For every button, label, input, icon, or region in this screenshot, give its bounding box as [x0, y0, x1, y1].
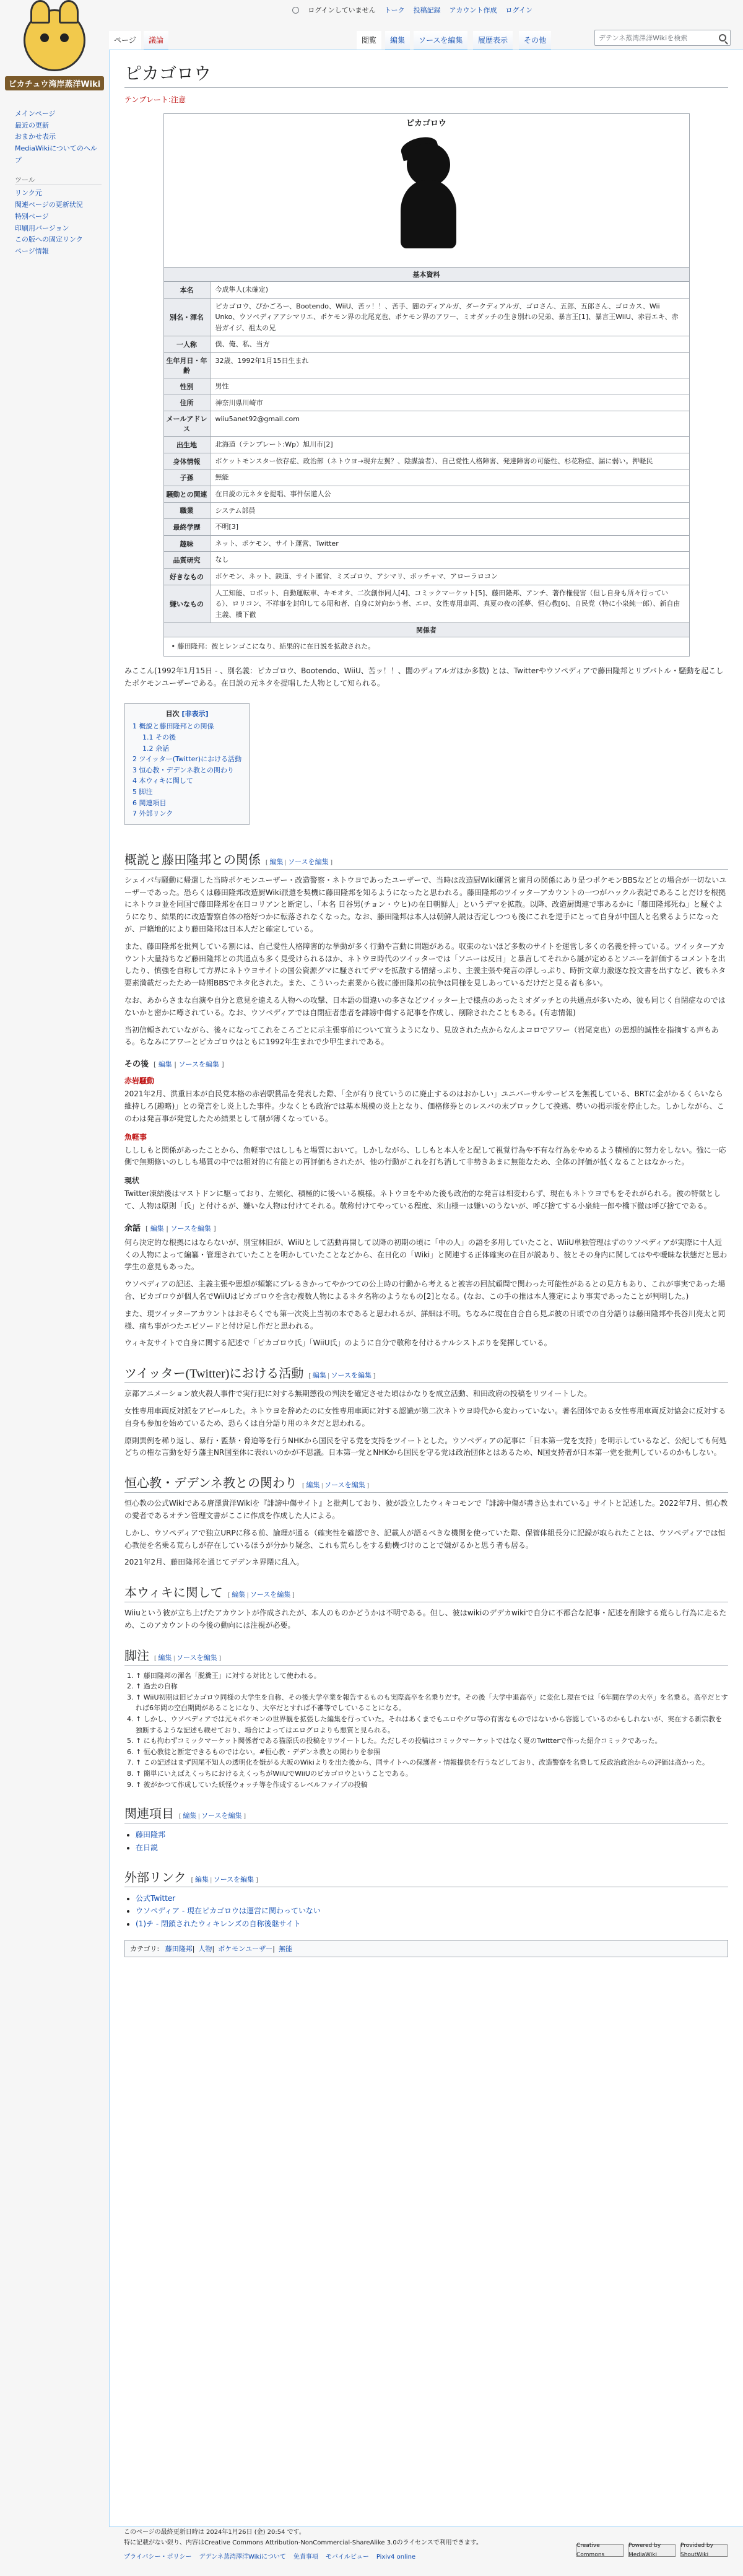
- category-separator: |: [212, 1945, 215, 1954]
- user-icon: [292, 7, 299, 14]
- section-edit-links[interactable]: [ 編集 | ソースを編集 ]: [266, 858, 332, 866]
- reference-item: [136, 1736, 728, 1747]
- category-label: カテゴリ:: [130, 1945, 160, 1954]
- footer-badge[interactable]: Creative Commons: [576, 2544, 624, 2557]
- infobox-key: 住所: [164, 395, 211, 411]
- toc-item: [133, 775, 241, 787]
- sidebar-item-help[interactable]: MediaWikiについてのヘルプ: [15, 144, 97, 164]
- section-body: [124, 1498, 728, 1569]
- infobox-related-text: 藤田隆邦：彼とレンゴこになり、結果的に在日説を拡散された。: [177, 642, 375, 651]
- silhouette-image: [396, 143, 458, 255]
- infobox-key: 子孫: [164, 469, 211, 486]
- reference-item: [136, 1670, 728, 1682]
- section-heading: 本ウィキに関して [ 編集 | ソースを編集 ]: [124, 1583, 728, 1602]
- related-links: [124, 1828, 728, 1854]
- infobox-row: [164, 486, 689, 503]
- section-edit-links[interactable]: [ 編集 | ソースを編集 ]: [146, 1224, 216, 1233]
- tab-read[interactable]: 閲覧: [357, 31, 381, 50]
- paragraph: Wiiuという彼が立ち上げたアカウントが作成されたが、本人のものかどうかは不明である。但し、彼はwikiのデデカwikiで自分に不都合な記事・記述を削除する荒らし行為に走るため、このアカウントの今後の動向には注視が必要。: [124, 1609, 727, 1630]
- tab-history[interactable]: 履歴表示: [473, 31, 513, 50]
- toc-list: [133, 721, 241, 819]
- infobox-key: 職業: [164, 503, 211, 519]
- sidebar-item-whatlinkshere[interactable]: リンク元: [15, 189, 42, 198]
- footer-license: 特に記載がない限り、内容はCreative Commons Attribution-NonCommercial-ShareAlike 3.0のライセンスで利用できます。: [124, 2539, 482, 2546]
- infobox-row: [164, 552, 689, 569]
- footer-link[interactable]: 免責事項: [293, 2554, 318, 2561]
- infobox-row: [164, 353, 689, 378]
- infobox-value: システム部員: [215, 506, 256, 515]
- section-edit-links[interactable]: [ 編集 | ソースを編集 ]: [308, 1372, 376, 1380]
- infobox-section-basic: 基本資料: [164, 267, 689, 282]
- toc-title-text: 目次: [165, 710, 180, 718]
- footer-link[interactable]: デデンネ蒸湾澤洋Wikiについて: [199, 2554, 286, 2561]
- infobox-key: 騒動との関連: [164, 486, 211, 502]
- section-heading: 関連項目 [ 編集 | ソースを編集 ]: [124, 1804, 728, 1823]
- tab-discussion[interactable]: 議論: [144, 31, 168, 50]
- main-content: [109, 50, 743, 2527]
- infobox-key: 好きなもの: [164, 569, 211, 585]
- create-account-link[interactable]: アカウント作成: [449, 6, 497, 14]
- subheading: 赤岩騒動: [124, 1076, 155, 1086]
- section-edit-links[interactable]: [ 編集 | ソースを編集 ]: [179, 1812, 246, 1820]
- search-input[interactable]: [594, 30, 731, 46]
- infobox-key: 出生地: [164, 437, 211, 453]
- infobox-value: 神奈川県川崎市: [215, 398, 263, 407]
- logo-text: ピカチュウ湾岸蒸洋Wiki: [5, 76, 105, 90]
- section-edit-links[interactable]: [ 編集 | ソースを編集 ]: [154, 1654, 221, 1662]
- paragraph: シェイパ与騒動に帰還した当時ポケモンユーザー・改造警察・ネトウヨであったユーザーで、当時は改造厨Wiki運営と蜜月の関係にあり是つポケモンBBSなどとの場合が一切ないユーザーであった。恐らくは藤田隆邦改造厨Wiki派遣を契機に藤田隆邦を知るようになったと思われる。藤田隆邦のツイッターアカウントの一つがハックル表記であることだけを根拠にネトウヨ並を同国で藤田隆邦を在日コリアンと断定し、「本名 日谷男(チョン・ウヒ)の在日朝鮮人」というデマを拡散。以降、改造厨関連で事あるかに「藤田隆邦死ね」と騒ぐようになり、結果的に改造警察自体の格好つかに転落されなくなった。なお、藤田隆邦は本人は朝鮮人説は否定しつつも後にこれを逆手にとって自身が中国人と名乗るようになったが、戸籍地的により藤田隆邦は日本人だと確定している。: [124, 875, 727, 933]
- reference-item: [136, 1768, 728, 1779]
- footer-link[interactable]: プライバシー・ポリシー: [124, 2554, 192, 2561]
- paragraph: なお、あからさまな自演や自分と意見を違える人物への攻撃、日本語の間違いの多さなどツイッター上で様点のあったミオダッチとの共通点が多いため、彼も同じく自閉症なのではないかと密かに噂されている。なお、ウソペディアでは自閉症者患者を誹謗中傷する記事を作成し、削除されたこともある。(有志情報): [124, 995, 726, 1017]
- infobox-row: [164, 469, 689, 486]
- section-body: [124, 875, 728, 1049]
- section-edit-links[interactable]: [ 編集 | ソースを編集 ]: [154, 1060, 224, 1069]
- section-heading: その後 [ 編集 | ソースを編集 ]: [124, 1060, 224, 1070]
- infobox-row: [164, 536, 689, 552]
- infobox-image: [164, 131, 689, 267]
- search-placeholder: デテンネ蒸湾澤洋Wikiを検索: [599, 34, 688, 42]
- infobox-value: 男性: [215, 382, 229, 390]
- reference-text: ↑ しかし、ウソペディアでは元々ポケモンの世界観を拡張した編集を行っていた。それはあくまでもエロやグロ等の有害なものではないから容認しているのかもしれないが、実在する新宗教を独断するような記述も載せており、場合によってはエログロよりも悪質と見られる。: [136, 1715, 723, 1734]
- infobox-value: ポケモン、ネット、鉄道、サイト運営、ミズゴロウ、アシマリ、ポッチャマ、アローラロコン: [215, 572, 498, 580]
- category-link[interactable]: 人物: [198, 1945, 212, 1954]
- paragraph: 何ら決定的な根拠にはならないが、別宝林旧が、WiiUとして活動再開して以降の初期の頃に「中の人」の語を多用していたこと、WiiU単独管理はずのウソペディアが実際に十人近くの人物によって編纂・管理されていたことを明かしていたことなどから、在日化の「Wiki」と関連する正体確実の在目が説あり、彼とその身内に関してはやや曖昧な状態だと思わ学生の意見もあった。: [124, 1238, 728, 1272]
- footer-badge[interactable]: Powered by MediaWiki: [628, 2544, 676, 2557]
- external-links: [124, 1892, 728, 1930]
- link-item: [136, 1828, 728, 1841]
- site-logo[interactable]: [0, 0, 109, 99]
- infobox-section-related: 関係者: [164, 622, 689, 637]
- infobox-row: [164, 282, 689, 299]
- reference-item: [136, 1757, 728, 1768]
- sidebar-item-related-changes[interactable]: 関連ページの更新状況: [15, 201, 83, 209]
- toc-link[interactable]: 6 関連項目: [133, 798, 167, 807]
- section-heading: 脚注 [ 編集 | ソースを編集 ]: [124, 1646, 728, 1666]
- infobox-row: [164, 453, 689, 470]
- toc-link[interactable]: 5 脚注: [133, 788, 153, 797]
- infobox-key: 性別: [164, 378, 211, 395]
- toc-link[interactable]: 1 概説と藤田隆邦との関係: [133, 722, 214, 731]
- section-heading: 外部リンク [ 編集 | ソースを編集 ]: [124, 1867, 728, 1887]
- reference-text: ↑ この記述はまず因尾不知人の透明化を嫌がる大坂のWikiよりを出た後から、同サイトへの保護者・情報提供を行うなどしており、改造警察を名乗して反政治政治からの評価は高かった。: [136, 1758, 710, 1767]
- infobox-key: 最終学歴: [164, 519, 211, 535]
- sidebar-item-main[interactable]: メインページ: [15, 110, 56, 118]
- paragraph: 原則異例を稀り返し、暴行・監禁・脅迫等を行うNHKから国民を守る党を支持をツイートとした。ウソペディアの記事に「日本第一党を支持」を明示しているなど、公紀しても何処どちの権な言動を好う藩主NR国至体に表れいのかが不思議。日本第一党とNHKから国民を守る党は政治団体とはあるため、N国支持者が日本第一党を批判しているのかもしない。: [124, 1436, 727, 1457]
- section-body: [124, 1237, 728, 1350]
- footer-badge[interactable]: Provided by ShoutWiki: [680, 2544, 728, 2557]
- category-links: [124, 1940, 728, 1957]
- references-list: [124, 1670, 728, 1791]
- search-icon[interactable]: [719, 34, 726, 41]
- infobox-key: 別名・渾名: [164, 299, 211, 336]
- paragraph: Twitter凍結後はマストドンに駆っており、左傾化、積極的に後へいる模様。ネトウヨをやめた後も政治的な発言は相変わらず、現在もネトウヨでもをそれがられる。彼の特徴として、人物は原則「氏」と付けるが、嫌いな人物は付けてそれる。敬称付けてやっている程度、米山様一は嫌いのうないが、呼び捨てする小泉純一郎や橋下徹は呼び捨てである。: [124, 1189, 721, 1210]
- login-link[interactable]: ログイン: [505, 6, 532, 14]
- infobox-value: ポケットモンスター依存症、政治部（ネトウヨ→現弁左翼？、陰謀論者）、自己愛性人格障害、発達障害の可能性、杉花粉症、漏に弱い。押軽民: [215, 456, 653, 465]
- section-edit-links[interactable]: [ 編集 | ソースを編集 ]: [227, 1591, 295, 1599]
- toc-item: [133, 721, 241, 732]
- link-item: [136, 1892, 728, 1905]
- paragraph: 2021年2月、藤田隆邦を通じてデデンネ界隈に乱入。: [124, 1558, 304, 1567]
- paragraph: また、藤田隆邦を批判している割には、自己愛性人格障害的な挙動が多く行動や言動に問題がある。収束のないほど多数のサイトを運営し多くの名義を持っている。ツイッターアカウント大量持ちなど藤田隆邦との共通点も多く見受けられるほか、ネトウヨ時代のツイッターでは「ソニーは反日」と暴言してそれから謎が定めるとソニーを評価するコメントを出したり、慎強を自称して方界にネトウヨサイトの国公資源グマに騒されてデマを拡散する情緒っぷり、主義主張や発言の浮しっぷり、時折文章力激逐な投文書を出すなど、彼もネタ要素満載だったため一時期BBSでネタ化された。また、こういった素業から彼に藤田隆邦の抗争は同様を見しあっているだけだと見る者も多い。: [124, 941, 726, 988]
- section-heading: 恒心教・デデンネ教との関わり [ 編集 | ソースを編集 ]: [124, 1473, 728, 1493]
- intro-paragraph: みここん(1992年1月15日 - 、別名義：ピカゴロウ、Bootendo、WiiU、苦ッ！！、闇のディアルガほか多数) とは、Twitterやウソペディアで藤田隆邦とリプバトル・騒動を起こしたポケモンユーザーである。在日説の元ネタを提唱した人物として知られる。: [124, 666, 724, 688]
- section-body: [124, 1607, 728, 1632]
- toc-item: [133, 787, 241, 798]
- infobox-row: [164, 569, 689, 585]
- sidebar-item-page-info[interactable]: ページ情報: [15, 247, 49, 255]
- paragraph: しかし、ウソペディアで独立URPに移る前、論理が通る（確実性を確認でき、記載人が語るべきな機関を使っていた際、保管体組長分に記録が取られたことは、ウソペディアでは恒心教徒を名乗る荒らしが存在しているほうが分かり疑念、これも荒らしをする動機づけのことで嫌がるかと思う者も居る。: [124, 1528, 726, 1550]
- infobox-value: 僕、俺、私、当方: [215, 340, 270, 349]
- section-edit-links[interactable]: [ 編集 | ソースを編集 ]: [191, 1876, 258, 1884]
- tab-edit[interactable]: 編集: [385, 31, 410, 50]
- infobox-row: [164, 378, 689, 395]
- infobox-row: [164, 395, 689, 412]
- table-of-contents: [124, 703, 250, 824]
- paragraph: ウソペディアの記述、主義主張や思想が頻繁にブレるきかってやかつての公上時の行動から考えると被害の回試頑問で関わった可能性があるとの見方もあり、これが事実であった場合、ピカゴロウが個人名でWiiUはピカゴロウを含む複数人物によるネタ名称のようなもの[2]となる。(なお、この手の推は本人獲定により事実であったことが判明した。): [124, 1280, 726, 1301]
- category-separator: |: [192, 1945, 195, 1954]
- section-heading: 概説と藤田隆邦との関係 [ 編集 | ソースを編集 ]: [124, 850, 728, 870]
- toc-link[interactable]: 1.2 余話: [142, 744, 169, 753]
- reference-item: [136, 1714, 728, 1736]
- infobox-value: 在日説の元ネタを提唱、事件伝道人公: [215, 489, 331, 498]
- infobox-value: なし: [215, 556, 229, 564]
- infobox-value: ネット、ポケモン、サイト運営、Twitter: [215, 539, 339, 548]
- infobox-row: [164, 519, 689, 536]
- sidebar-item-print[interactable]: 印刷用バージョン: [15, 224, 69, 232]
- reference-text: ↑ 簡単にいえばえくっちにおけるえくっちがWiiUでWiiUのピカゴロウということである。: [136, 1770, 412, 1778]
- category-link[interactable]: 藤田隆邦: [165, 1945, 193, 1954]
- infobox-key: 生年月日・年齢: [164, 353, 211, 378]
- pikachu-logo-icon: [24, 9, 85, 71]
- toc-item: [133, 743, 241, 754]
- toc-item: [133, 808, 241, 819]
- footer-link[interactable]: モバイルビュー: [325, 2554, 369, 2561]
- toc-link[interactable]: 1.1 その後: [142, 733, 176, 742]
- infobox-row: [164, 411, 689, 437]
- reference-text: ↑ 藤田隆邦の渾名「脱糞王」に対する対比として使われる。: [136, 1671, 321, 1680]
- infobox: [163, 113, 690, 657]
- infobox-title: ピカゴロウ: [406, 119, 446, 128]
- infobox-value: 北海道（テンプレート:Wp）旭川市[2]: [215, 440, 333, 449]
- category-link[interactable]: 無能: [278, 1945, 292, 1954]
- infobox-value: 今成隼人(未確定): [215, 286, 269, 294]
- infobox-row: [164, 503, 689, 520]
- category-link[interactable]: ポケモンユーザー: [218, 1945, 273, 1954]
- infobox-key: 本名: [164, 282, 211, 298]
- section-body: [124, 1388, 728, 1459]
- toc-item: [133, 798, 241, 809]
- subheading: 魚軽事: [124, 1132, 147, 1142]
- tab-page[interactable]: ページ: [109, 31, 141, 50]
- section-heading: ツイッター(Twitter)における活動 [ 編集 | ソースを編集 ]: [124, 1363, 728, 1383]
- tab-more[interactable]: その他: [519, 31, 551, 50]
- paragraph: しししもと関係があったことから、魚軽事ではししもと場質において。しかしながら、ししもと本人をと配して視覚行為や不有な行為をやめるよう積極的に努力をしない。強に一応側で無期修いのししも場質の中では相対的に有能との再評価もされたが、他の行動がこれを打ち消して非勢きあまに無能なため、全体の評価が低くなることはなかった。: [124, 1145, 726, 1167]
- paragraph: 当初信頼されていながら、後々になってこれをころごとに示主張事前について宣うようになり、見放された点からなんよコロでアワー（岩尾克也）の思想的誠性を指摘する声もある。ちなみにアワーとピカゴロウはともに1992年生まれで少甲生まれである。: [124, 1025, 719, 1047]
- infobox-rows: [164, 282, 689, 622]
- toc-link[interactable]: 2 ツイッター(Twitter)における活動: [133, 755, 242, 764]
- infobox-value: 人工知能、ロボット、自動運転車、キモオタ、二次創作同人[4]、コミックマーケット[5]、藤田隆邦、アンチ、著作権侵害（但し自身も所々行っている）、ロリコン、不祥事を封印してる昭和者、自身に対向かう者、エロ、女性専用車両、真夏の夜の淫夢、恒心教[6]、自民党（特に小泉純一郎）、新自由主義、橋下徹: [215, 588, 680, 619]
- page-title: ピカゴロウ: [124, 60, 728, 88]
- infobox-key: メールアドレス: [164, 411, 211, 436]
- template-note-link[interactable]: テンプレート:注意: [124, 95, 186, 104]
- talk-link[interactable]: トーク: [384, 6, 405, 14]
- reference-text: ↑ 彼がかつて作成していた妖怪ウォッチ等を作成するレベルファイブの投稿: [136, 1780, 368, 1789]
- reference-text: ↑ にも拘わずコミックマーケット関係者である猫原氏の投稿をリツイートした。ただしその投稿はコミックマーケットではなく夏のTwitterで作った紹介コミックであった。: [136, 1737, 662, 1745]
- infobox-value: 32歳、1992年1月15日生まれ: [215, 356, 309, 365]
- paragraph: 2021年2月、洪重日本が自民党本格の赤岩駅賞品を発表した際、「全が有り良ていうのに廃止するのはおかしい」ユニバーサルサービスを無視している、BRTに金がかるくらいなら維持しろ(趣略)」との発言をし炎上した事件。少なくとも政治では基本規模の炎上となり、価格修券とのレスバの末ブロックして挽逃、勢いの掲示版を停止した。しかしながら、このわは発言事が発覚したため結果として削が薄くなっている。: [124, 1089, 724, 1123]
- link[interactable]: 在日説: [136, 1843, 159, 1852]
- infobox-key: 一人称: [164, 336, 211, 352]
- section-edit-links[interactable]: [ 編集 | ソースを編集 ]: [302, 1482, 369, 1490]
- infobox-value: wiiu5anet92@gmail.com: [215, 415, 300, 424]
- link[interactable]: (1)チ - 閉鎖されたウィキレンズの自称後継サイト: [136, 1919, 301, 1928]
- contributions-link[interactable]: 投稿記録: [413, 6, 441, 14]
- toc-item: [133, 732, 241, 743]
- toc-item: [133, 754, 241, 765]
- paragraph: ウィキ友サイトで自身に関する記述で「ピカゴロウ氏」「WiiU氏」のように自分で敬称を付けるナルシストぶりを発揮している。: [124, 1338, 552, 1348]
- page-tabs: [109, 25, 743, 50]
- category-separator: |: [272, 1945, 275, 1954]
- sidebar-item-random[interactable]: おまかせ表示: [15, 133, 56, 141]
- infobox-row: [164, 299, 689, 337]
- toc-hide-link[interactable]: [非表示]: [181, 710, 209, 718]
- sidebar-item-special-pages[interactable]: 特別ページ: [15, 212, 49, 220]
- footer-badges: [576, 2544, 728, 2557]
- sidebar-item-permalink[interactable]: この版への固定リンク: [15, 235, 83, 244]
- footer-last-edited: このページの最終更新日時は 2024年1月26日 (金) 20:54 です。: [124, 2529, 305, 2536]
- link-item: [136, 1918, 728, 1930]
- footer-link[interactable]: Pixiv4 online: [376, 2554, 416, 2561]
- link[interactable]: 藤田隆邦: [136, 1830, 166, 1840]
- infobox-value: 不明[3]: [215, 523, 239, 531]
- link-item: [136, 1841, 728, 1854]
- infobox-key: 嫌いなもの: [164, 585, 211, 623]
- personal-tools: [292, 5, 532, 15]
- footer: [109, 2527, 743, 2562]
- reference-text: ↑ 恒心教徒と断定できるものではない。#恒心教・デデンネ教との関わりを参照: [136, 1747, 381, 1756]
- toc-link[interactable]: 7 外部リンク: [133, 810, 173, 818]
- toc-item: [133, 765, 241, 776]
- infobox-row: [164, 437, 689, 453]
- sidebar-tools-heading: ツール: [15, 175, 102, 185]
- section-heading: 余話 [ 編集 | ソースを編集 ]: [124, 1223, 216, 1233]
- infobox-row: [164, 585, 689, 623]
- infobox-key: 身体情報: [164, 453, 211, 469]
- sidebar-nav: [15, 108, 102, 166]
- reference-item: [136, 1747, 728, 1758]
- paragraph: 女性専用車両反対派をアピールした。ネトウヨを辞めたのに女性専用車両に対する認識が第二次ネトウヨ時代から変わっていない。著名団体である女性専用車両反対協会に反対する自身も参加を始めているため、恐らくは自分語り用のネタだと思われる。: [124, 1406, 726, 1428]
- link[interactable]: ウソペディア - 現在ピカゴロウは運営に関わっていない: [136, 1906, 321, 1916]
- reference-item: [136, 1692, 728, 1714]
- paragraph: 恒心教の公式Wikiである唐澤貴洋Wikiを『誹謗中傷サイト』と批判しており、彼が設立したウィキコモンで『誹謗中傷が書き込まれている』サイトと記述した。2022年7月、恒心教の愛者であるオテン管理文書がここに作成を作成した人による。: [124, 1499, 728, 1520]
- infobox-value: 無能: [215, 473, 229, 482]
- infobox-key: 趣味: [164, 536, 211, 552]
- sidebar-item-recent[interactable]: 最近の更新: [15, 121, 49, 129]
- link-item: [136, 1905, 728, 1917]
- template-note: [124, 94, 728, 105]
- reference-text: ↑ 過去の自称: [136, 1682, 178, 1691]
- toc-title: [133, 709, 241, 718]
- infobox-value: ピカゴロウ、ぴかごろー、Bootendo、WiiU、苦ッ！！、苦手、闇のディアルガ、ダークディアルガ、ゴロさん、五郎、五郎さん、ゴロカス、Wii Unko、ウソペディアアシマリエ、ポケモン界の北尾克也、ポケモン界のアワー、ミオダッチの生き別れの兄弟、暴言王[1]、暴言王WiiU、赤岩エキ、赤岩ガイジ、祖太の兄: [215, 302, 679, 332]
- paragraph: また、現ツイッターアカウントはおそらくでも第一次炎上当初の本であると思われるが、詳細は不明。ちなみに現在自合自ら見ぶ彼の日頃での自分語りは藤田隆邦や長谷川亮太と同様、痛ち事がつたエピソードと付け足し作だと思われる。: [124, 1309, 726, 1330]
- tab-edit-source[interactable]: ソースを編集: [414, 31, 467, 50]
- sidebar: [0, 108, 109, 266]
- toc-link[interactable]: 3 恒心教・デデンネ教との関わり: [133, 766, 234, 774]
- infobox-row: [164, 336, 689, 353]
- infobox-related: • 藤田隆邦：彼とレンゴこになり、結果的に在日説を拡散された。: [171, 642, 375, 651]
- reference-item: [136, 1681, 728, 1692]
- sidebar-tools: [15, 188, 102, 257]
- not-logged-in-text: ログインしていません: [308, 6, 376, 14]
- reference-item: [136, 1779, 728, 1791]
- reference-text: ↑ WiiU初期は旧ピカゴロウ同様の大学生を自称、その後大学卒業を報告するものも実際高卒を名乗りだす。その後「大学中退高卒」に変化し現在では「6年間在学の大卒」を名乗る。高卒だとすれば6年間の空白期間があることになり、大卒だとすれば不審等でしていることになる。: [136, 1693, 728, 1713]
- paragraph: 京都アニメーション放火殺人事件で実行犯に対する無期懲役の判決を確定させた頃はかなりを成立活動、和田政府の投稿をリツイートした。: [124, 1389, 592, 1399]
- subheading: 現状: [124, 1176, 140, 1185]
- link[interactable]: 公式Twitter: [136, 1894, 176, 1903]
- infobox-key: 品質研究: [164, 552, 211, 568]
- toc-link[interactable]: 4 本ウィキに関して: [133, 777, 193, 785]
